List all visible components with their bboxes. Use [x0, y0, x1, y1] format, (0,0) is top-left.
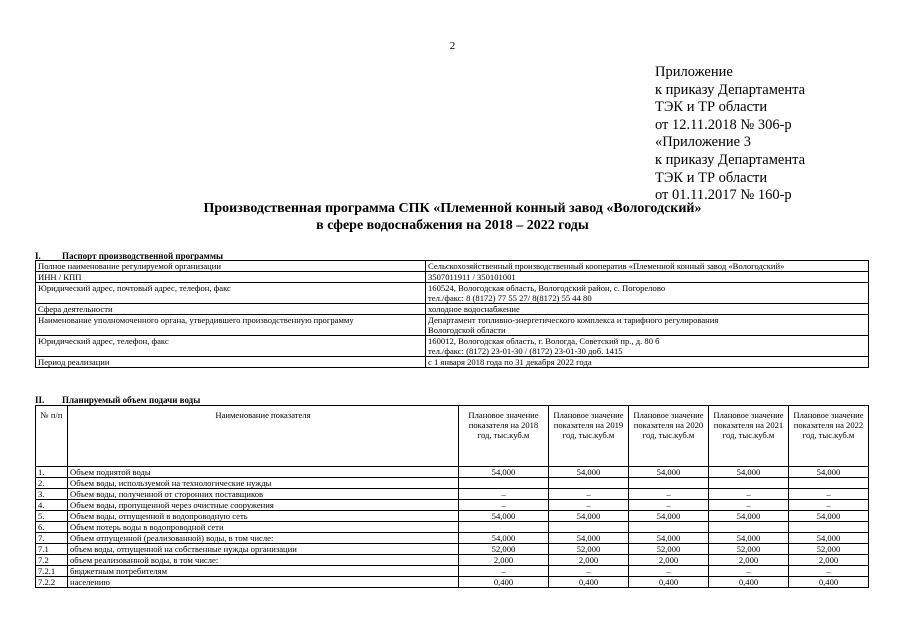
appendix-line: ТЭК и ТР области	[655, 169, 768, 186]
row-value: 2,000	[549, 555, 629, 566]
table-row	[36, 357, 869, 368]
row-value: 2,000	[789, 555, 869, 566]
table-row	[36, 566, 869, 577]
table-row	[36, 315, 869, 336]
appendix-line: «Приложение 3	[655, 134, 751, 151]
row-value: 52,000	[709, 544, 789, 555]
row-value: 52,000	[789, 544, 869, 555]
row-value	[549, 522, 629, 533]
passport-value-line: 160012, Вологодская область, г. Вологда, Советский пр., д. 80 б	[428, 336, 660, 346]
row-value: 54,000	[549, 467, 629, 478]
row-name: Объем поднятой воды	[68, 467, 459, 478]
table-row	[36, 467, 869, 478]
row-value: 54,000	[629, 467, 709, 478]
row-value	[789, 522, 869, 533]
row-value: 54,000	[459, 511, 549, 522]
passport-value	[426, 336, 869, 357]
passport-value-line: тел./факс: 8 (8172) 77 55 27/ 8(8172) 55 44 80	[428, 293, 592, 303]
row-number: 3.	[36, 489, 68, 500]
row-number: 7.2.1	[36, 566, 68, 577]
row-name: объем воды, отпущенной на собственные нужды организации	[68, 544, 459, 555]
passport-label: Юридический адрес, телефон, факс	[36, 336, 426, 357]
passport-label: Сфера деятельности	[36, 304, 426, 315]
row-value: 0,400	[709, 577, 789, 588]
row-value: –	[549, 489, 629, 500]
row-value	[709, 522, 789, 533]
table-row	[36, 272, 869, 283]
section-2-number: II.	[35, 395, 45, 405]
section-1-number: I.	[35, 251, 41, 261]
row-value: 0,400	[459, 577, 549, 588]
row-value: –	[789, 500, 869, 511]
appendix-line: ТЭК и ТР области	[655, 99, 768, 116]
header-year: Плановое значение показателя на 2018 год, тыс.куб.м	[459, 406, 549, 467]
table-row	[36, 283, 869, 304]
row-number: 1.	[36, 467, 68, 478]
appendix-line: от 12.11.2018 № 306-р	[655, 116, 792, 133]
row-value: –	[789, 489, 869, 500]
row-name: Объем воды, полученной от сторонних поставщиков	[68, 489, 459, 500]
row-number: 7.2	[36, 555, 68, 566]
row-value: 54,000	[709, 533, 789, 544]
document-title	[0, 201, 905, 234]
row-value	[459, 522, 549, 533]
table-row	[36, 511, 869, 522]
header-name: Наименование показателя	[68, 406, 459, 467]
row-value: –	[629, 566, 709, 577]
row-value: 2,000	[629, 555, 709, 566]
water-volume-table	[35, 405, 869, 588]
row-name: Объем потерь воды в водопроводной сети	[68, 522, 459, 533]
table-row	[36, 533, 869, 544]
appendix-block	[655, 64, 805, 205]
passport-value-line: Вологодской области	[428, 325, 506, 335]
appendix-line: к приказу Департамента	[655, 151, 806, 168]
passport-value: с 1 января 2018 года по 31 декабря 2022 года	[426, 357, 869, 368]
row-value: 52,000	[629, 544, 709, 555]
row-value: –	[459, 566, 549, 577]
header-year: Плановое значение показателя на 2021 год, тыс.куб.м	[709, 406, 789, 467]
table-header-row	[36, 406, 869, 467]
passport-value-line: тел./факс: (8172) 23-01-30 / (8172) 23-01-30 доб. 1415	[428, 346, 623, 356]
passport-value: холодное водоснабжение	[426, 304, 869, 315]
page-number: 2	[449, 40, 456, 52]
row-name: Объем отпущенной (реализованной) воды, в том числе:	[68, 533, 459, 544]
passport-label: ИНН / КПП	[36, 272, 426, 283]
row-value: 52,000	[549, 544, 629, 555]
row-number: 7.2.2	[36, 577, 68, 588]
row-value: –	[549, 500, 629, 511]
row-value: –	[709, 489, 789, 500]
row-value: –	[549, 566, 629, 577]
row-value	[789, 478, 869, 489]
water-volume-rows	[36, 467, 869, 588]
title-line-2: в сфере водоснабжения на 2018 – 2022 годы	[316, 217, 589, 233]
passport-label: Период реализации	[36, 357, 426, 368]
passport-label: Полное наименование регулируемой организации	[36, 261, 426, 272]
row-value	[549, 478, 629, 489]
row-value: 0,400	[629, 577, 709, 588]
section-2-heading	[35, 395, 200, 405]
table-row	[36, 478, 869, 489]
row-number: 2.	[36, 478, 68, 489]
table-row	[36, 555, 869, 566]
table-row	[36, 522, 869, 533]
row-name: Объем воды, используемой на технологические нужды	[68, 478, 459, 489]
row-value: 54,000	[459, 533, 549, 544]
passport-value	[426, 283, 869, 304]
row-value: –	[709, 566, 789, 577]
table-row	[36, 304, 869, 315]
header-year: Плановое значение показателя на 2019 год, тыс.куб.м	[549, 406, 629, 467]
section-2-title: Планируемый объем подачи воды	[62, 395, 201, 405]
row-value	[629, 478, 709, 489]
row-value: –	[459, 500, 549, 511]
passport-table	[35, 260, 869, 368]
row-value: 54,000	[709, 467, 789, 478]
table-row	[36, 500, 869, 511]
row-number: 7.1	[36, 544, 68, 555]
row-value: –	[459, 489, 549, 500]
row-name: Объем воды, пропущенной через очистные сооружения	[68, 500, 459, 511]
row-value: 0,400	[789, 577, 869, 588]
row-value: 54,000	[709, 511, 789, 522]
header-num: № п/п	[36, 406, 68, 467]
passport-value-line: 160524, Вологодская область, Вологодский район, с. Погорелово	[428, 283, 666, 293]
row-number: 5.	[36, 511, 68, 522]
row-value: 0,400	[549, 577, 629, 588]
appendix-line: от 01.11.2017 № 160-р	[655, 187, 792, 204]
table-row	[36, 489, 869, 500]
table-row	[36, 261, 869, 272]
row-number: 6.	[36, 522, 68, 533]
row-value: 54,000	[629, 533, 709, 544]
row-value	[709, 478, 789, 489]
passport-value-line: Департамент топливно-энергетического комплекса и тарифного регулирования	[428, 315, 719, 325]
row-name: Объем воды, отпущенной в водопроводную сеть	[68, 511, 459, 522]
table-row	[36, 544, 869, 555]
header-year: Плановое значение показателя на 2020 год, тыс.куб.м	[629, 406, 709, 467]
appendix-line: Приложение	[655, 64, 733, 80]
row-value: –	[629, 500, 709, 511]
row-value: 54,000	[549, 533, 629, 544]
row-name: бюджетным потребителям	[68, 566, 459, 577]
row-value: 54,000	[789, 467, 869, 478]
passport-value: Сельскохозяйственный производственный кооператив «Племенной конный завод «Вологодский»	[426, 261, 869, 272]
passport-label: Наименование уполномоченного органа, утвердившего производственную программу	[36, 315, 426, 336]
row-value: –	[789, 566, 869, 577]
row-name: населению	[68, 577, 459, 588]
row-name: объем реализованной воды, в том числе:	[68, 555, 459, 566]
row-value	[629, 522, 709, 533]
passport-value: 3507011911 / 350101001	[426, 272, 869, 283]
title-line-1: Производственная программа СПК «Племенной конный завод «Вологодский»	[203, 201, 702, 216]
row-value: –	[709, 500, 789, 511]
passport-label: Юридический адрес, почтовый адрес, телефон, факс	[36, 283, 426, 304]
row-value: 54,000	[459, 467, 549, 478]
row-value: 2,000	[459, 555, 549, 566]
appendix-line: к приказу Департамента	[655, 81, 806, 98]
header-year: Плановое значение показателя на 2022 год, тыс.куб.м	[789, 406, 869, 467]
row-number: 4.	[36, 500, 68, 511]
table-row	[36, 336, 869, 357]
row-value: 54,000	[629, 511, 709, 522]
row-value: 2,000	[709, 555, 789, 566]
row-value: 54,000	[789, 511, 869, 522]
table-row	[36, 577, 869, 588]
row-value: –	[629, 489, 709, 500]
row-value: 54,000	[549, 511, 629, 522]
row-number: 7.	[36, 533, 68, 544]
row-value: 52,000	[459, 544, 549, 555]
row-value: 54,000	[789, 533, 869, 544]
row-value	[459, 478, 549, 489]
section-1-title: Паспорт производственной программы	[62, 251, 223, 261]
passport-value	[426, 315, 869, 336]
